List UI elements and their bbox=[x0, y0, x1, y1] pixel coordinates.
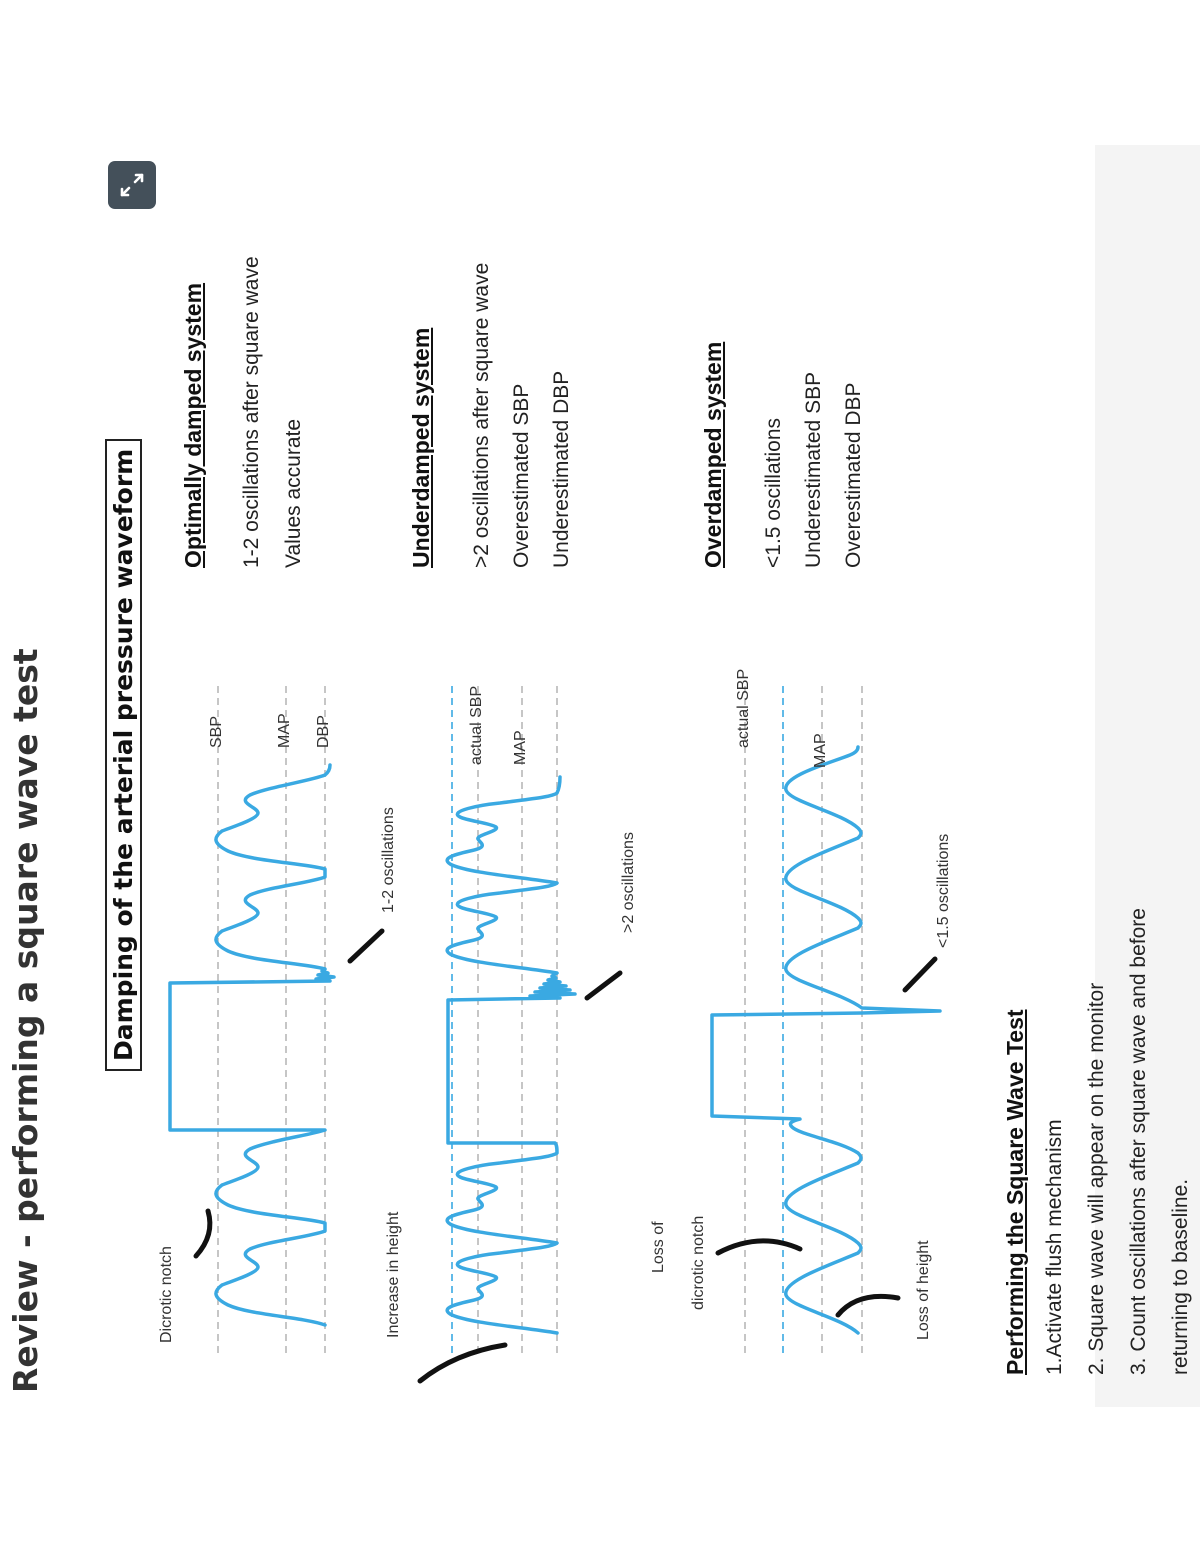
label-sbp: SBP bbox=[208, 715, 225, 748]
optimal-line-1: 1-2 oscillations after square wave bbox=[240, 256, 263, 568]
label-1-2-oscillations: 1-2 oscillations bbox=[380, 807, 397, 913]
expand-button[interactable] bbox=[108, 161, 156, 209]
pointer-1-5-oscillations bbox=[905, 959, 935, 990]
label-increase-in-height: Increase in height bbox=[385, 1211, 402, 1338]
procedure-step-4: returning to baseline. bbox=[1169, 1178, 1192, 1375]
label-map-over: MAP bbox=[812, 733, 829, 768]
pointer-1-2-oscillations bbox=[350, 931, 382, 961]
heading-optimally-damped: Optimally damped system bbox=[180, 282, 206, 568]
dicrotic-notch-bracket bbox=[196, 1211, 210, 1256]
waveform-underdamped bbox=[447, 777, 575, 1333]
under-line-1: >2 oscillations after square wave bbox=[470, 262, 493, 568]
diagram-title: Damping of the arterial pressure waveform bbox=[105, 439, 142, 1071]
label-dbp: DBP bbox=[315, 715, 332, 748]
over-line-2: Underestimated SBP bbox=[802, 371, 825, 568]
label-1-5-oscillations: <1.5 oscillations bbox=[935, 833, 952, 948]
heading-performing-test: Performing the Square Wave Test bbox=[1002, 1009, 1028, 1375]
over-line-1: <1.5 oscillations bbox=[762, 417, 785, 568]
label-2-oscillations: >2 oscillations bbox=[620, 832, 637, 933]
loss-notch-bracket bbox=[718, 1241, 800, 1253]
heading-underdamped: Underdamped system bbox=[408, 327, 434, 568]
label-map-under: MAP bbox=[512, 730, 529, 765]
label-dicrotic-notch: Dicrotic notch bbox=[158, 1246, 175, 1343]
heading-overdamped: Overdamped system bbox=[700, 341, 726, 568]
procedure-step-2: 2. Square wave will appear on the monitor bbox=[1085, 982, 1108, 1375]
under-line-2: Overestimated SBP bbox=[510, 383, 533, 568]
procedure-step-3: 3. Count oscillations after square wave and before bbox=[1127, 908, 1150, 1375]
label-actual-sbp-over: actual SBP bbox=[735, 668, 752, 748]
pointer-2-oscillations bbox=[587, 973, 620, 998]
expand-arrows-icon bbox=[108, 161, 156, 209]
waveform-optimal bbox=[170, 765, 334, 1325]
over-line-3: Overestimated DBP bbox=[842, 382, 865, 568]
review-title: Review - performing a square wave test bbox=[6, 648, 45, 1393]
label-actual-sbp-under: actual SBP bbox=[468, 685, 485, 765]
loss-height-bracket bbox=[838, 1296, 898, 1315]
label-loss-of-height: Loss of height bbox=[915, 1240, 932, 1340]
under-line-3: Underestimated DBP bbox=[550, 370, 573, 568]
label-dicrotic-notch-over: dicrotic notch bbox=[690, 1215, 707, 1310]
procedure-step-1: 1.Activate flush mechanism bbox=[1043, 1119, 1066, 1375]
label-loss-of: Loss of bbox=[650, 1221, 667, 1273]
increase-height-bracket bbox=[420, 1345, 505, 1381]
label-map: MAP bbox=[276, 713, 293, 748]
optimal-line-2: Values accurate bbox=[282, 418, 305, 568]
